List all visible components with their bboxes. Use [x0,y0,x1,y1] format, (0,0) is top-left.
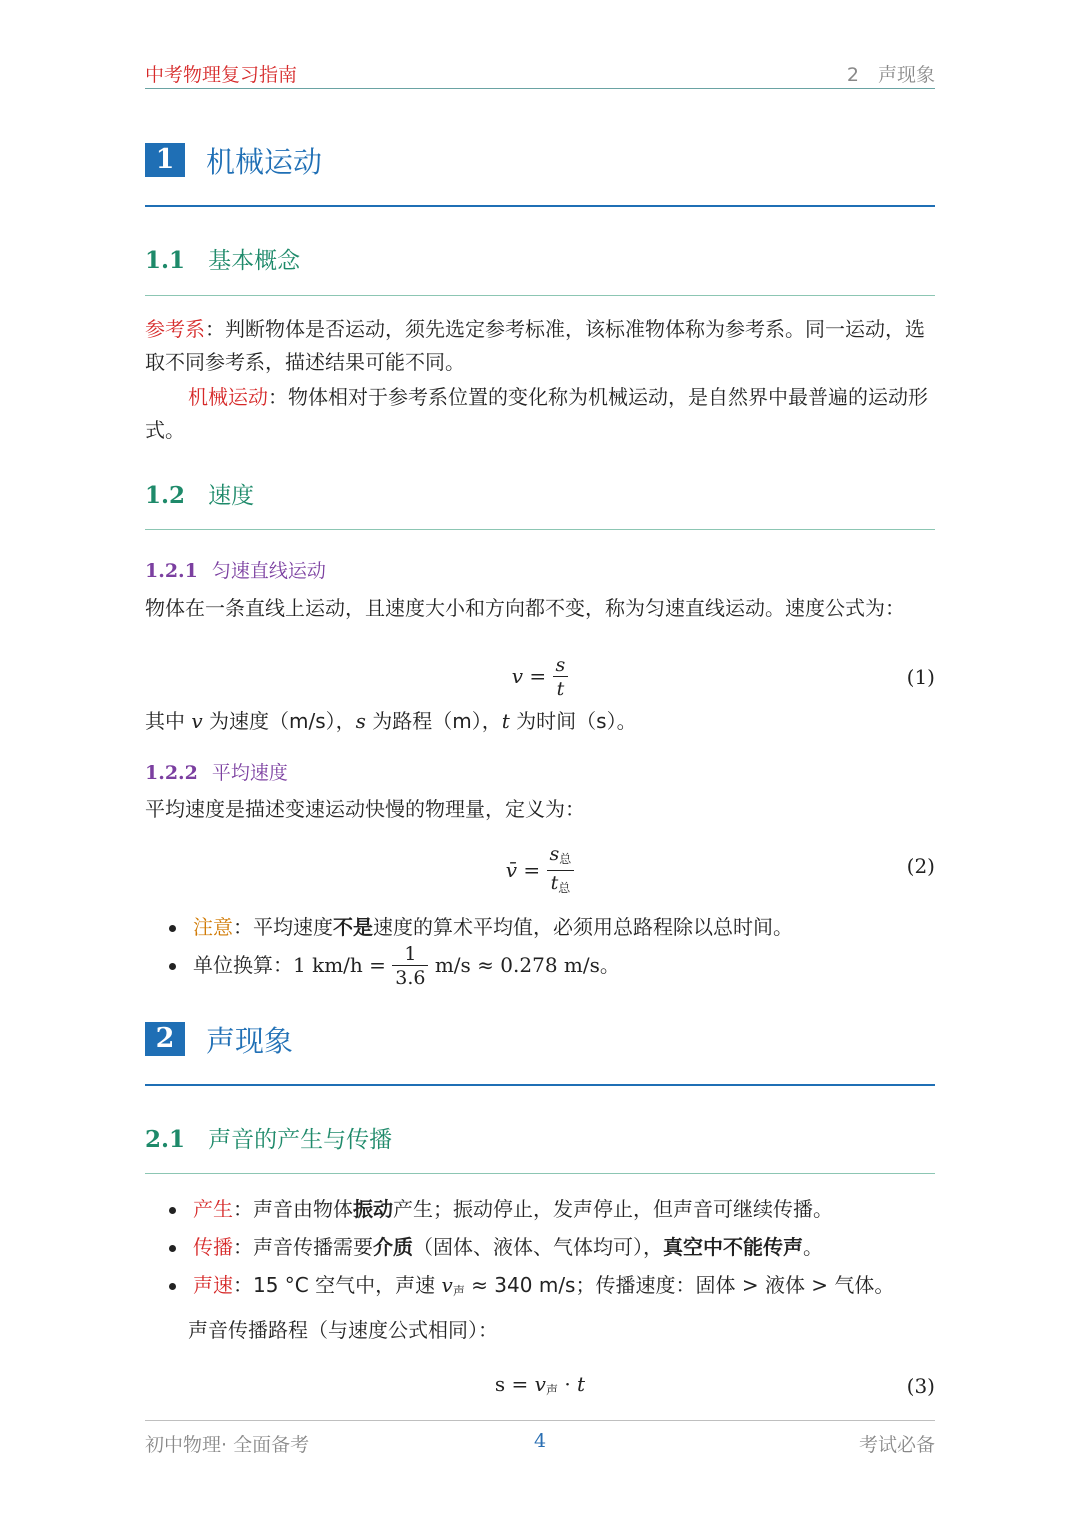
footer-right: 考试必备 [858,1434,935,1456]
where-text-b: 为速度（m/s）， [202,709,356,733]
page-number: 4 [533,1430,547,1452]
note-strong: 不是 [333,915,373,939]
subsection-1-1-title: 基本概念 [208,248,301,274]
production-strong: 振动 [353,1197,393,1221]
where-var-s: s [355,709,366,733]
sound-speed-var: v [441,1273,453,1297]
eq1-denominator: t [553,676,569,701]
paragraph-reference-frame [145,313,935,379]
bullet-dot [169,1245,176,1252]
subsubsection-1-2-1-heading [145,556,326,583]
propagation-text-b: （固体、液体、气体均可）， [413,1235,663,1259]
propagation-text-a: ：声音传播需要 [233,1235,373,1259]
production-text-a: ：声音由物体 [233,1197,353,1221]
sound-speed-text-a: ：15 °C 空气中，声速 [233,1273,442,1297]
section-2-rule [145,1084,935,1086]
subsection-1-1-heading [145,242,300,275]
sound-speed-sub: 声 [452,1284,465,1298]
eq1-fraction [553,654,569,701]
reference-frame-text: ：判断物体是否运动，须先选定参考标准，该标准物体称为参考系。同一运动，选取不同参考系，描述结果可能不同。 [145,317,925,374]
eq2-numerator: s [549,843,560,865]
keyword-mechanical-motion: 机械运动 [188,385,268,409]
eq3-var-v: v [534,1372,546,1396]
section-1-title: 机械运动 [206,145,323,179]
paragraph-uniform-motion: 物体在一条直线上运动，且速度大小和方向都不变，称为匀速直线运动。速度公式为： [145,596,905,620]
conversion-denominator: 3.6 [392,965,428,990]
equation-2: v̄ = $\frac{\text{s总}}{\text{t总}}$ [0,843,1080,900]
subsection-2-1-number: 2.1 [145,1126,186,1153]
subsubsection-1-2-1-title: 匀速直线运动 [211,560,326,582]
where-var-v: v [191,709,203,733]
eq1-lhs: v [511,664,524,688]
conversion-end: 。 [599,953,620,977]
note-text-a: ：平均速度 [233,915,333,939]
eq3-dot: · [557,1372,578,1396]
subsection-1-2-number: 1.2 [145,482,186,509]
keyword-production: 产生 [193,1197,233,1221]
where-text-d: 为时间（s）。 [509,709,637,733]
bullet-propagation [167,1231,823,1264]
eq3-sub: 声 [545,1383,558,1397]
subsection-2-1-title: 声音的产生与传播 [208,1127,393,1153]
header-title: 中考物理复习指南 [145,64,298,86]
propagation-strong-vacuum: 真空中不能传声 [663,1235,803,1259]
mechanical-motion-text: ：物体相对于参考系位置的变化称为机械运动，是自然界中最普遍的运动形式。 [145,385,928,442]
bullet-unit-conversion [167,940,620,990]
bullet-dot [169,1283,176,1290]
propagation-strong-medium: 介质 [373,1235,413,1259]
subsubsection-1-2-1-number: 1.2.1 [145,560,198,582]
production-text-b: 产生；振动停止，发声停止，但声音可继续传播。 [393,1197,833,1221]
propagation-text-c: 。 [803,1235,823,1259]
conversion-lhs: 1 km/h = [293,953,386,977]
eq1-numerator: s [555,654,566,676]
header-chapter: 2 声现象 [846,64,935,86]
conversion-label: 单位换算： [193,953,293,977]
footer-left: 初中物理· 全面备考 [145,1434,310,1456]
subsection-2-1-rule [145,1173,935,1174]
conversion-numerator: 1 [404,943,417,965]
eq2-denominator-sub: 总 [558,881,571,895]
subsection-1-1-number: 1.1 [145,247,186,274]
equation-2-number: (2) [906,854,935,878]
keyword-reference-frame: 参考系 [145,317,205,341]
where-text-c: 为路程（m）， [365,709,502,733]
eq2-denominator: t [550,872,559,894]
where-var-t: t [501,709,510,733]
section-1-rule [145,205,935,207]
paragraph-where [145,705,935,738]
subsubsection-1-2-2-heading [145,758,288,785]
sound-speed-text-b: ≈ 340 m/s；传播速度：固体 > 液体 > 气体。 [464,1273,895,1297]
paragraph-average-speed: 平均速度是描述变速运动快慢的物理量，定义为： [145,797,585,821]
subsubsection-1-2-2-number: 1.2.2 [145,762,198,784]
subsection-2-1-heading [145,1121,392,1154]
keyword-sound-speed: 声速 [193,1273,233,1297]
conversion-fraction [392,943,428,990]
subsection-1-2-heading [145,477,254,510]
bullet-production [167,1193,833,1226]
eq2-lhs: v̄ [505,858,518,882]
section-1-number: 1 [145,143,185,177]
footer-rule [145,1420,935,1421]
paragraph-sound-distance: 声音传播路程（与速度公式相同）： [188,1318,498,1342]
bullet-dot [169,1207,176,1214]
section-2-title: 声现象 [206,1024,294,1058]
conversion-rhs: m/s ≈ 0.278 m/s [434,953,600,977]
section-2-number: 2 [145,1022,185,1056]
subsection-1-1-rule [145,295,935,296]
eq2-fraction [547,843,575,900]
bullet-sound-speed [167,1269,894,1308]
note-text-b: 速度的算术平均值，必须用总路程除以总时间。 [373,915,793,939]
subsubsection-1-2-2-title: 平均速度 [211,762,288,784]
paragraph-mechanical-motion [145,381,935,447]
where-text-a: 其中 [145,709,192,733]
subsection-1-2-rule [145,529,935,530]
eq3-var-t: t [577,1372,586,1396]
keyword-propagation: 传播 [193,1235,233,1259]
eq3-lhs: s = [494,1372,535,1396]
subsection-1-2-title: 速度 [208,483,255,509]
header-rule [145,88,935,89]
bullet-dot [169,963,176,970]
equation-3-number: (3) [906,1374,935,1398]
keyword-note: 注意 [193,915,233,939]
equation-1: v = $\frac{s}{t}$ [0,654,1080,701]
bullet-dot [169,925,176,932]
equation-1-number: (1) [906,665,935,689]
eq2-numerator-sub: 总 [559,852,572,866]
